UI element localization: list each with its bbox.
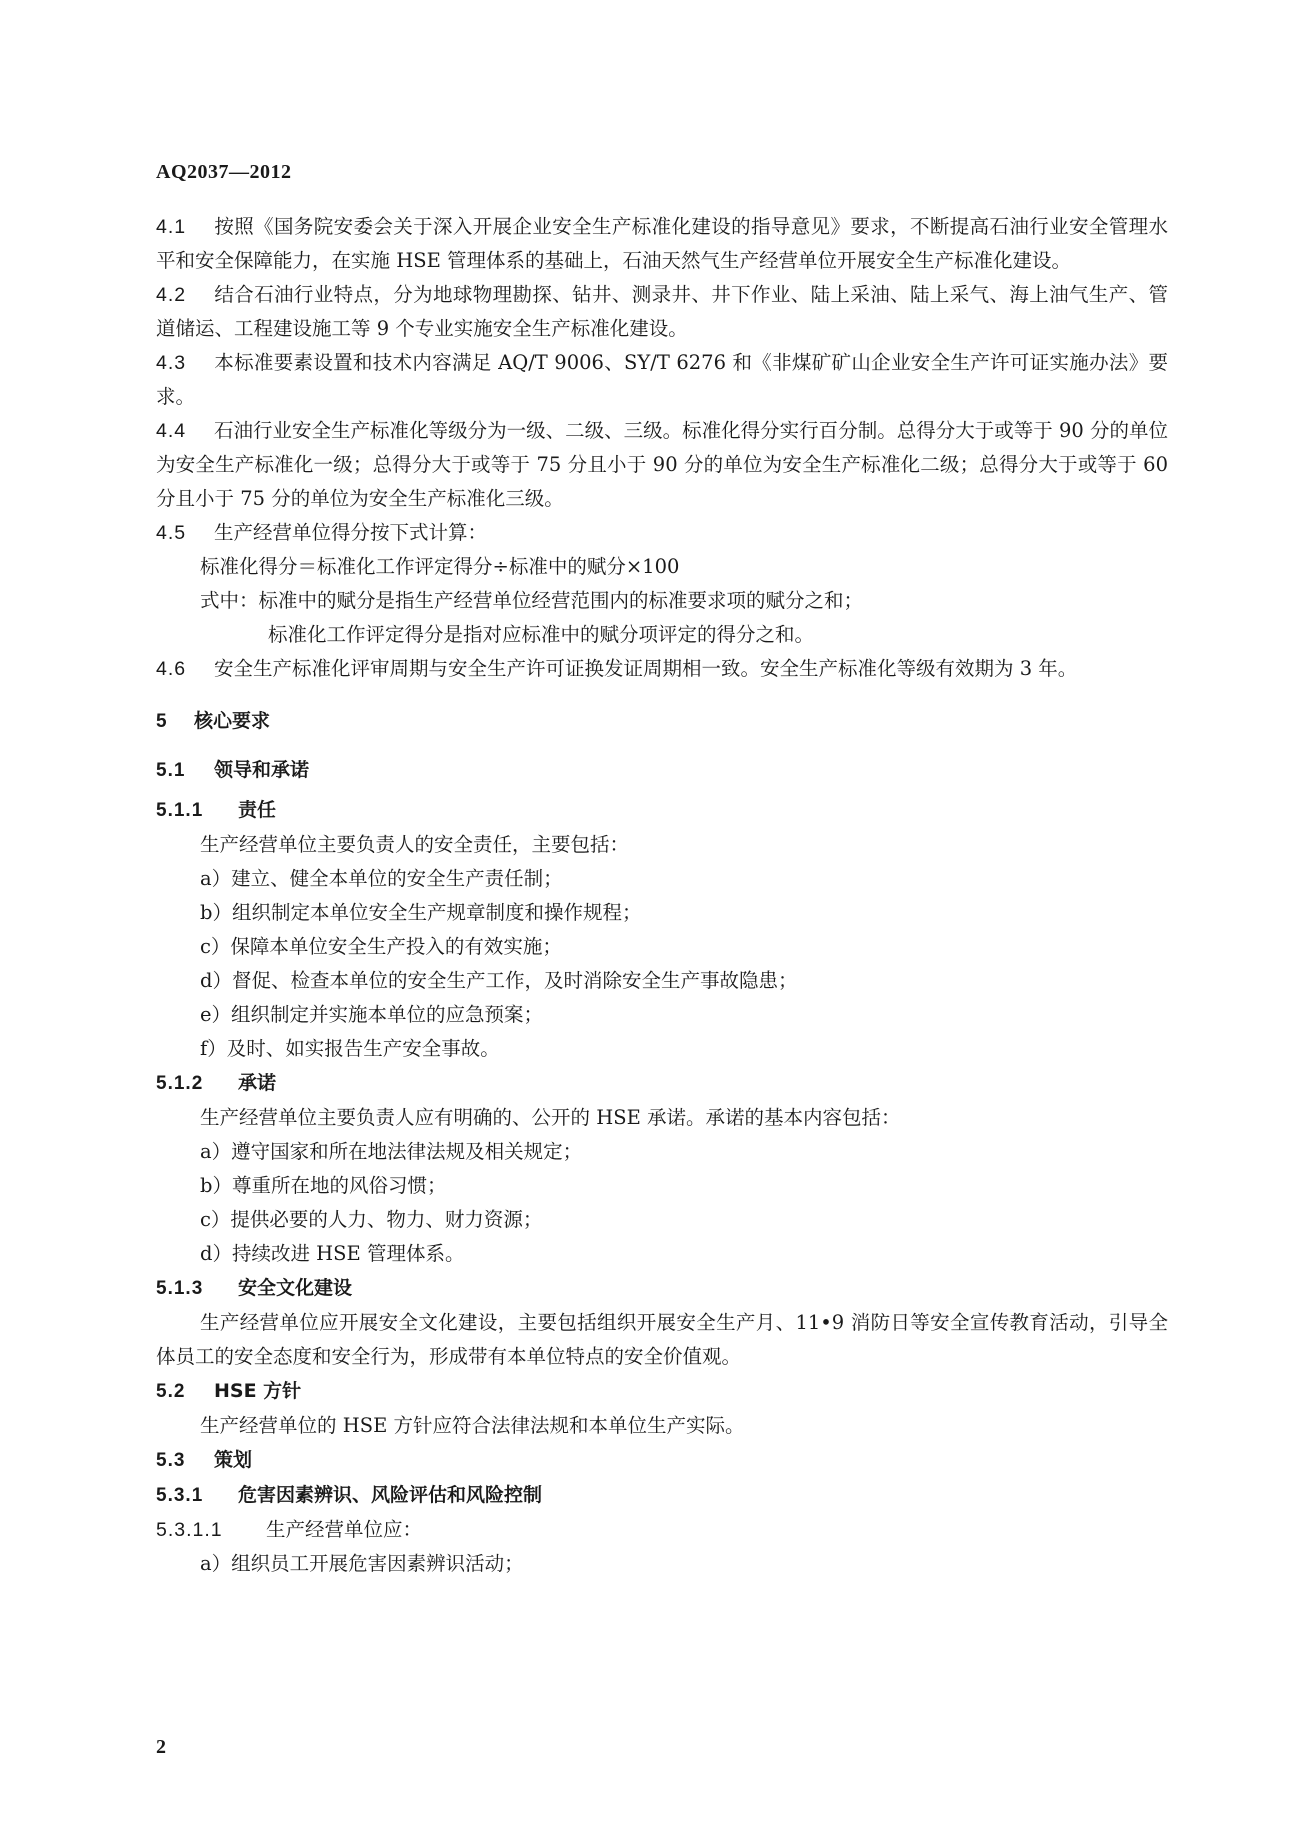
clause-4-4 <box>156 414 1168 516</box>
list-item: a）建立、健全本单位的安全生产责任制； <box>200 867 563 890</box>
section-title: 承诺 <box>238 1072 277 1094</box>
section-title: 危害因素辨识、风险评估和风险控制 <box>238 1484 543 1506</box>
list-item: a）组织员工开展危害因素辨识活动； <box>200 1552 524 1575</box>
section-title: 核心要求 <box>194 710 271 732</box>
section-number: 5.1.1 <box>156 800 204 821</box>
section-number: 5 <box>156 711 168 732</box>
clause-5-3-1-1 <box>156 1513 1168 1547</box>
clause-number: 4.4 <box>156 420 187 442</box>
standard-code-header: AQ2037—2012 <box>156 161 292 183</box>
section-5-3-1-heading <box>156 1478 1168 1513</box>
clause-number: 4.1 <box>156 216 187 238</box>
clause-number: 4.3 <box>156 352 187 374</box>
paragraph: 生产经营单位的 HSE 方针应符合法律法规和本单位生产实际。 <box>200 1414 745 1437</box>
section-number: 5.1 <box>156 760 186 781</box>
clause-4-2 <box>156 278 1168 346</box>
formula-where-2: 标准化工作评定得分是指对应标准中的赋分项评定的得分之和。 <box>268 623 815 646</box>
section-5-3-heading <box>156 1443 1168 1478</box>
clause-number: 4.6 <box>156 658 187 680</box>
list-item: b）尊重所在地的风俗习惯； <box>200 1174 447 1197</box>
list-item: a）遵守国家和所在地法律法规及相关规定； <box>200 1140 583 1163</box>
section-5-2-heading <box>156 1374 1168 1409</box>
section-number: 5.3 <box>156 1450 186 1471</box>
list-item: e）组织制定并实施本单位的应急预案； <box>200 1003 544 1026</box>
list-item: b）组织制定本单位安全生产规章制度和操作规程； <box>200 901 642 924</box>
clause-text: 安全生产标准化评审周期与安全生产许可证换发证周期相一致。安全生产标准化等级有效期为 3 年。 <box>214 657 1078 680</box>
section-title: 安全文化建设 <box>238 1277 353 1299</box>
list-item: d）持续改进 HSE 管理体系。 <box>200 1242 465 1265</box>
clause-4-1 <box>156 210 1168 278</box>
section-title: 领导和承诺 <box>214 759 310 781</box>
clause-text: 结合石油行业特点，分为地球物理勘探、钻井、测录井、井下作业、陆上采油、陆上采气、海上油气生产、管道储运、工程建设施工等 9 个专业实施安全生产标准化建设。 <box>156 283 1168 340</box>
clause-number: 4.2 <box>156 284 187 306</box>
clause-number: 4.5 <box>156 522 187 544</box>
section-title: 责任 <box>238 799 277 821</box>
formula-where-1: 式中：标准中的赋分是指生产经营单位经营范围内的标准要求项的赋分之和； <box>200 589 864 612</box>
formula: 标准化得分＝标准化工作评定得分÷标准中的赋分×100 <box>200 555 680 578</box>
section-5-1-1-heading <box>156 793 1168 828</box>
document-body <box>156 210 1168 1581</box>
section-5-1-3-heading <box>156 1271 1168 1306</box>
clause-4-3 <box>156 346 1168 414</box>
section-title: HSE 方针 <box>214 1380 302 1402</box>
section-5-1-2-heading <box>156 1066 1168 1101</box>
clause-text: 生产经营单位得分按下式计算： <box>214 521 488 544</box>
clause-4-6 <box>156 652 1168 686</box>
clause-text: 石油行业安全生产标准化等级分为一级、二级、三级。标准化得分实行百分制。总得分大于或等于 90 分的单位为安全生产标准化一级；总得分大于或等于 75 分且小于 90 分的单位为安全生产标准化二级；总得分大于或等于 60 分且小于 75 分的单位为安全生产标准化三级。 <box>156 419 1168 510</box>
section-number: 5.1.3 <box>156 1278 204 1299</box>
list-item: d）督促、检查本单位的安全生产工作，及时消除安全生产事故隐患； <box>200 969 798 992</box>
paragraph: 生产经营单位应开展安全文化建设，主要包括组织开展安全生产月、11•9 消防日等安全宣传教育活动，引导全体员工的安全态度和安全行为，形成带有本单位特点的安全价值观。 <box>156 1311 1168 1368</box>
paragraph: 生产经营单位主要负责人应有明确的、公开的 HSE 承诺。承诺的基本内容包括： <box>200 1106 901 1129</box>
clause-text: 生产经营单位应： <box>266 1518 423 1541</box>
section-number: 5.2 <box>156 1381 186 1402</box>
clause-number: 5.3.1.1 <box>156 1519 223 1541</box>
section-5-1-heading <box>156 753 1168 788</box>
paragraph: 生产经营单位主要负责人的安全责任，主要包括： <box>200 833 630 856</box>
section-title: 策划 <box>214 1449 253 1471</box>
clause-4-5 <box>156 516 1168 550</box>
list-item: c）保障本单位安全生产投入的有效实施； <box>200 935 562 958</box>
clause-text: 本标准要素设置和技术内容满足 AQ/T 9006、SY/T 6276 和《非煤矿矿山企业安全生产许可证实施办法》要求。 <box>156 351 1168 408</box>
list-item: c）提供必要的人力、物力、财力资源； <box>200 1208 543 1231</box>
list-item: f）及时、如实报告生产安全事故。 <box>200 1037 500 1060</box>
section-number: 5.1.2 <box>156 1073 204 1094</box>
section-number: 5.3.1 <box>156 1485 204 1506</box>
clause-text: 按照《国务院安委会关于深入开展企业安全生产标准化建设的指导意见》要求，不断提高石油行业安全管理水平和安全保障能力，在实施 HSE 管理体系的基础上，石油天然气生产经营单位开展安全生产标准化建设。 <box>156 215 1168 272</box>
section-5-heading <box>156 704 1168 739</box>
page-number: 2 <box>156 1736 166 1758</box>
